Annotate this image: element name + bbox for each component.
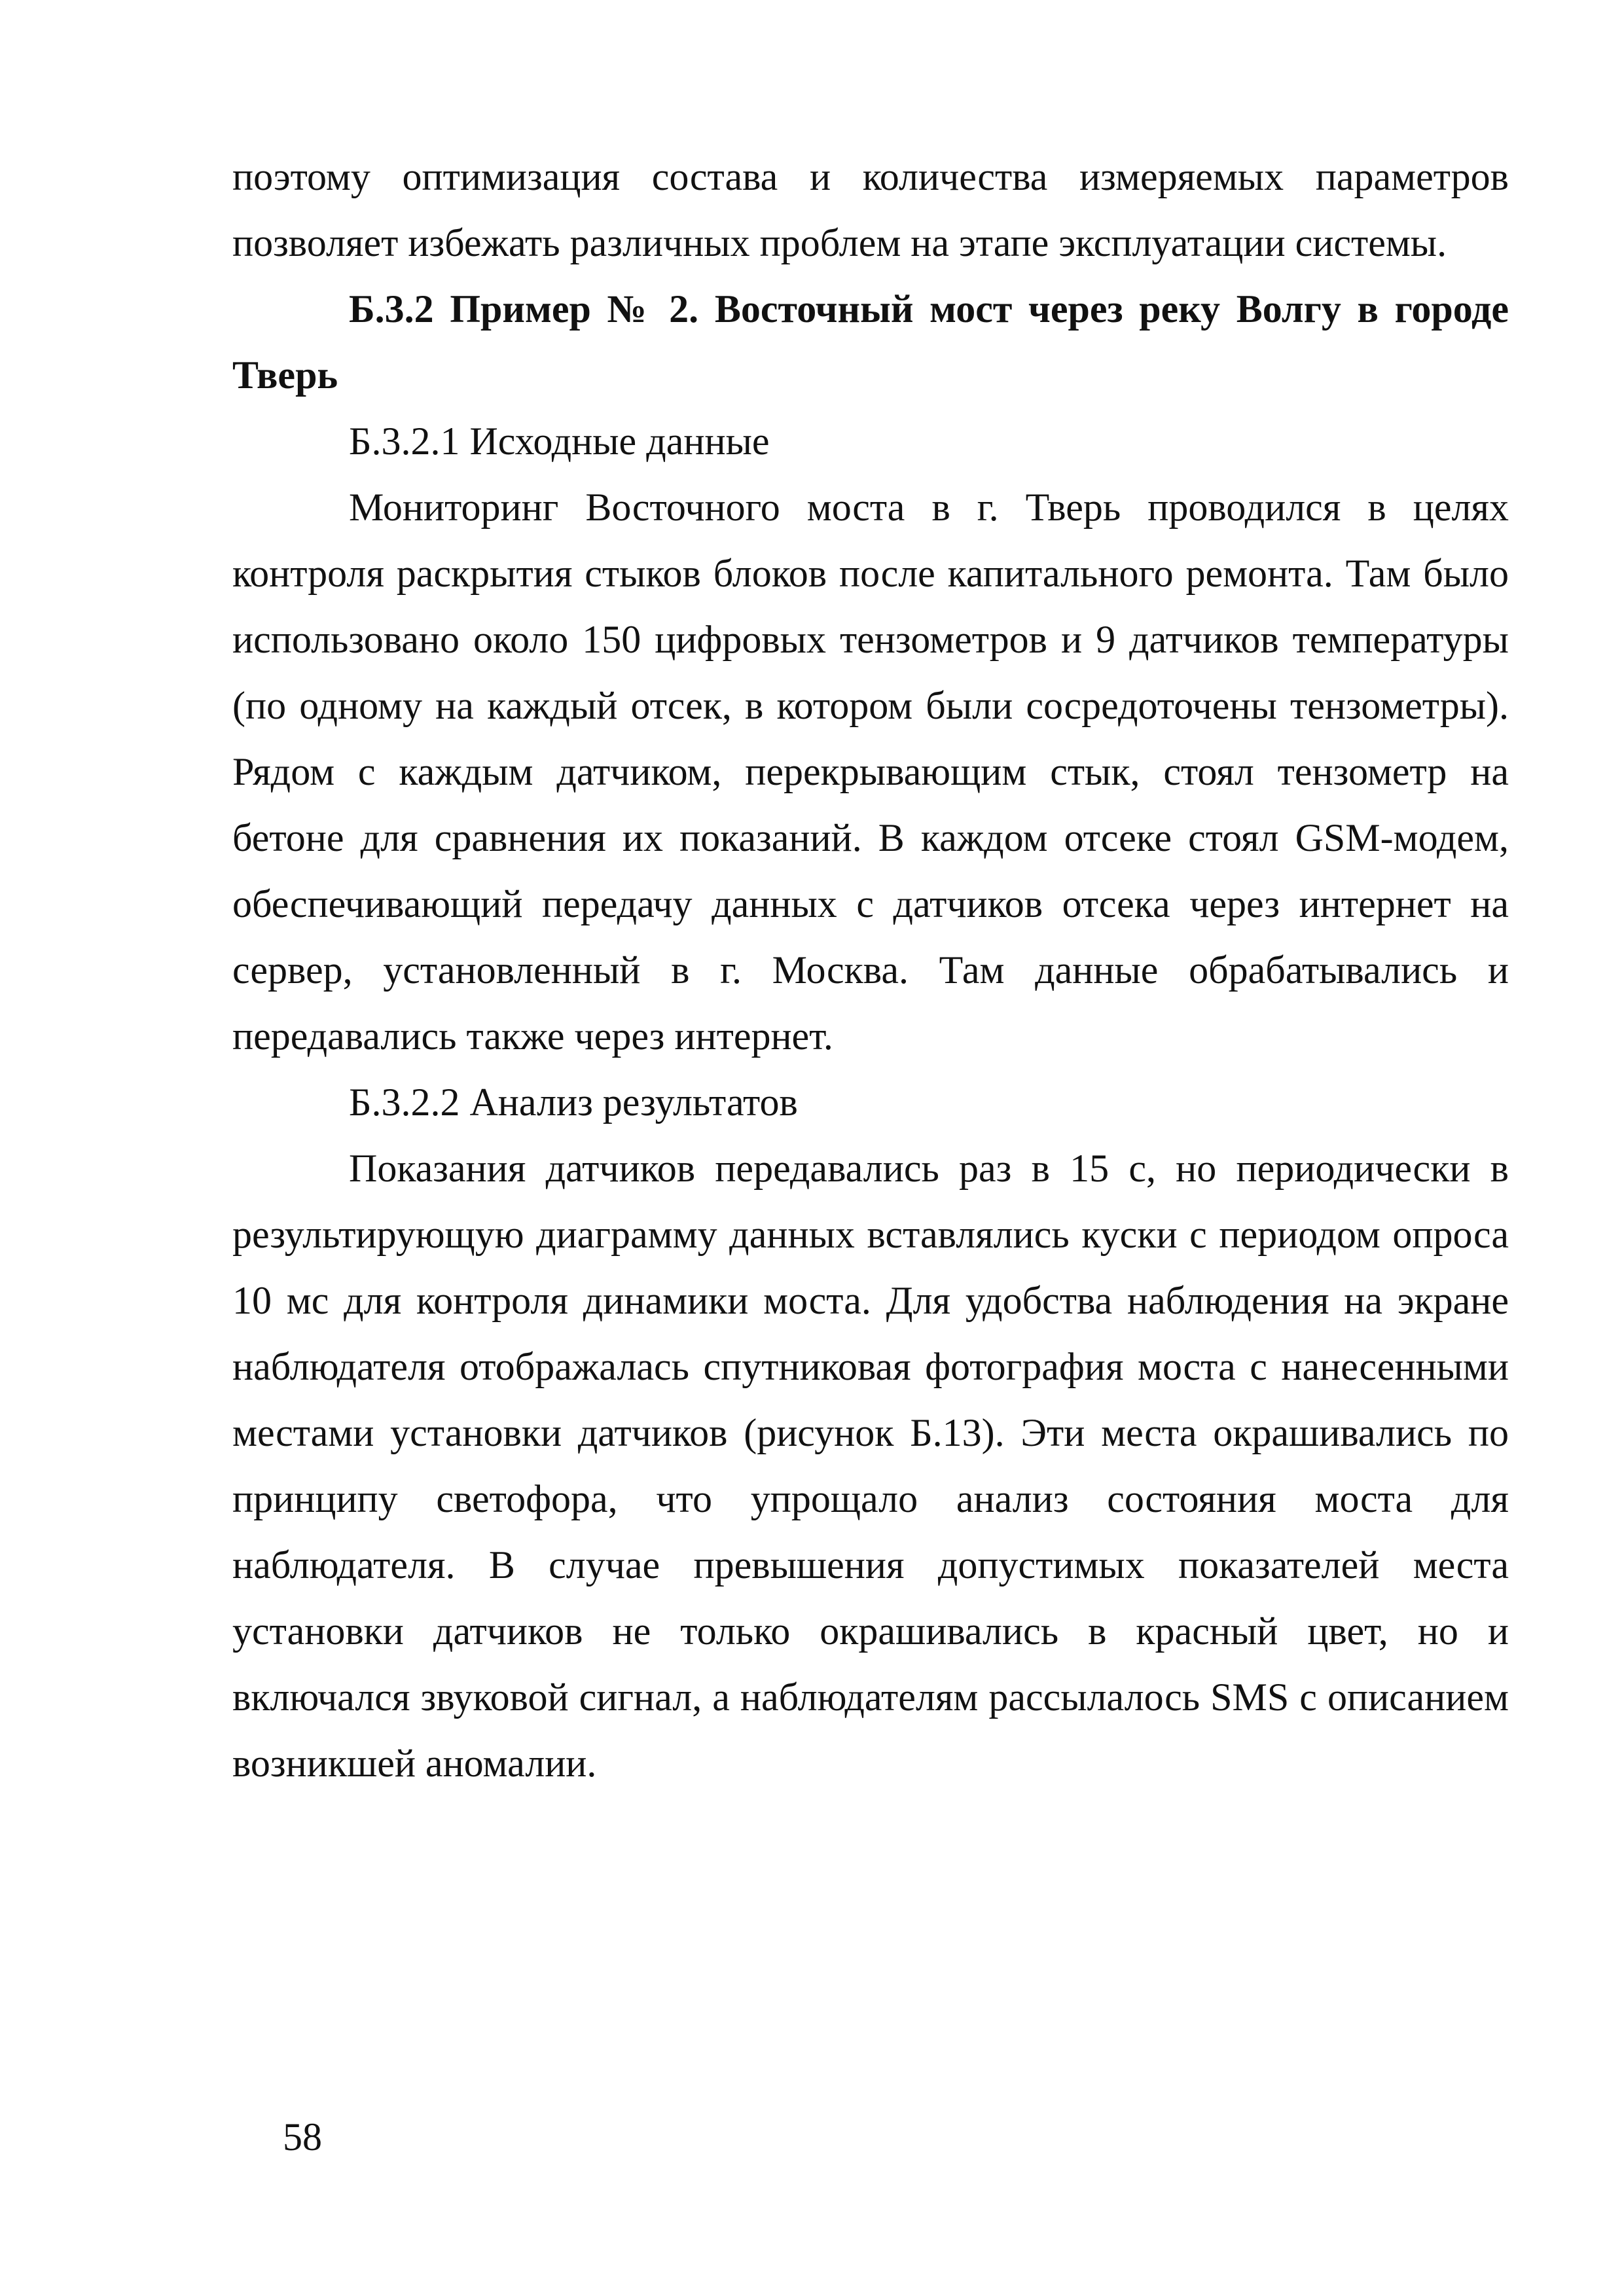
source-data-heading: Б.3.2.1 Исходные данные bbox=[349, 420, 770, 463]
page-number: 58 bbox=[283, 2115, 322, 2159]
analysis-heading: Б.3.2.2 Анализ результатов bbox=[349, 1081, 798, 1124]
source-data-paragraph: Мониторинг Восточного моста в г. Тверь проводился в целях контроля раскрытия стыков блоков после капитального ремонта. Там было использовано около 150 цифровых тензометров и 9 датчиков температуры (по одному на каждый отсек, в котором были сосредоточены тензометры). Рядом с каждым датчиком, перекрывающим стык, стоял тензометр на бетоне для сравнения их показаний. В каждом отсеке стоял GSM-модем, обеспечивающий передачу данных с датчиков отсека через интернет на сервер, установленный в г. Москва. Там данные обрабатывались и передавались также через интернет. bbox=[232, 486, 1509, 1058]
body-text bbox=[232, 144, 1509, 1797]
example-heading: Б.3.2 Пример № 2. Восточный мост через реку Волгу в городе Тверь bbox=[232, 287, 1509, 397]
analysis-paragraph: Показания датчиков передавались раз в 15 с, но периодически в результирующую диаграмму данных вставлялись куски с периодом опроса 10 мс для контроля динамики моста. Для удобства наблюдения на экране наблюдателя отображалась спутниковая фотография моста с нанесенными местами установки датчиков (рисунок Б.13). Эти места окрашивались по принципу светофора, что упрощало анализ состояния моста для наблюдателя. В случае превышения допустимых показателей места установки датчиков не только окрашивались в красный цвет, но и включался звуковой сигнал, а наблюдателям рассылалось SMS с описанием возникшей аномалии. bbox=[232, 1147, 1509, 1785]
intro-paragraph: поэтому оптимизация состава и количества измеряемых параметров позволяет избежать различных проблем на этапе эксплуатации системы. bbox=[232, 155, 1509, 264]
